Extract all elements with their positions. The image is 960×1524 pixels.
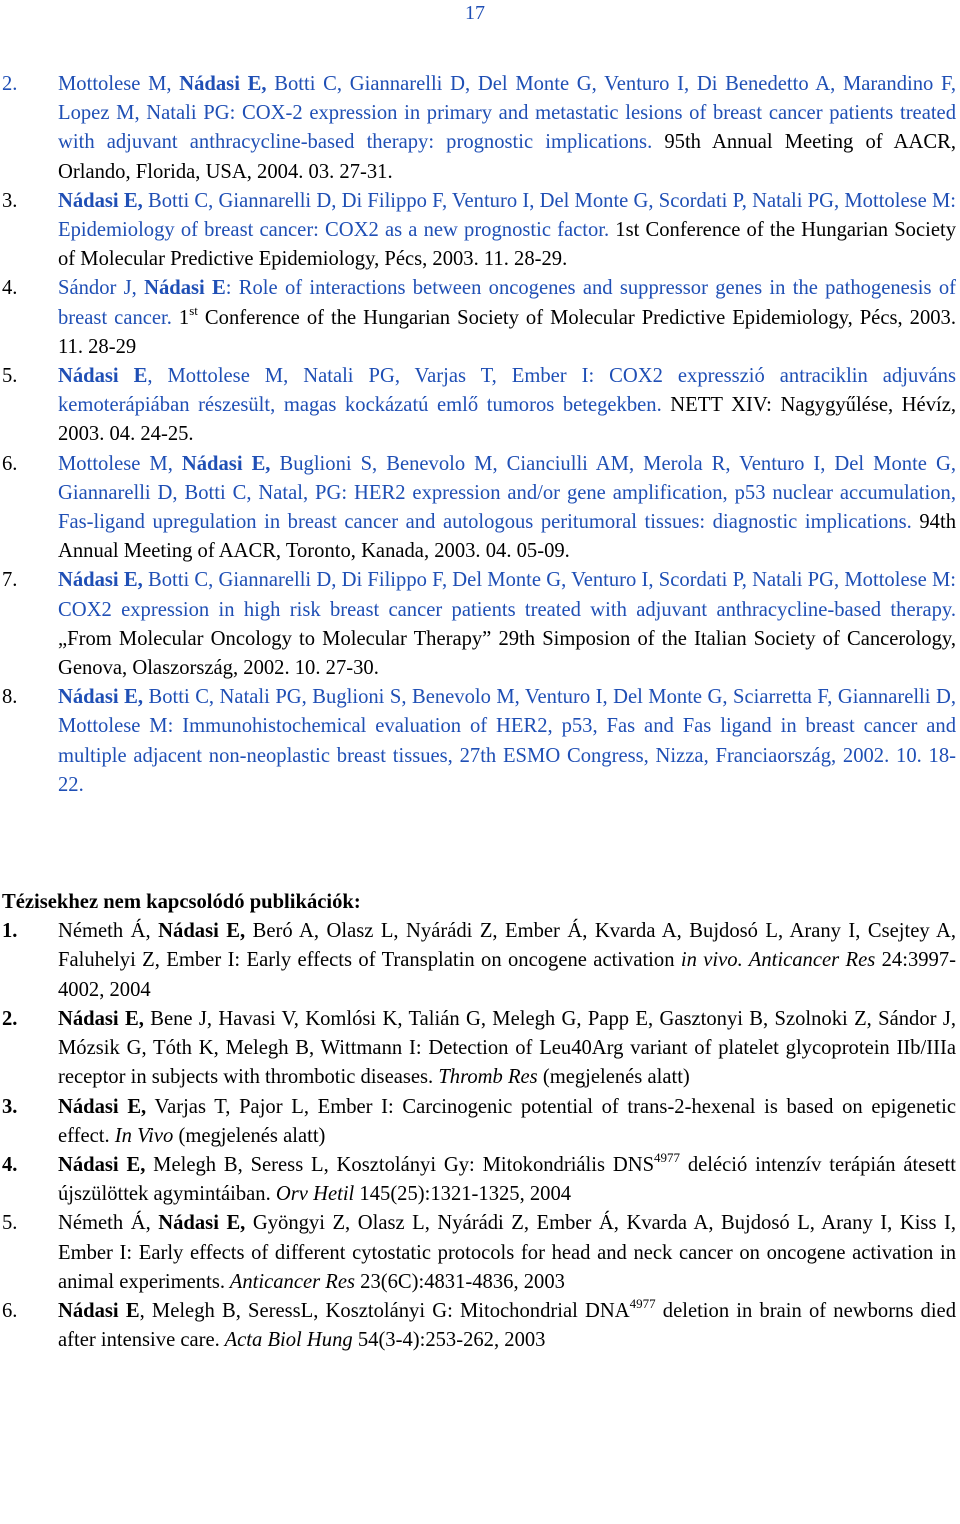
- item-number: 4.: [2, 277, 18, 300]
- author-highlight: Nádasi E: [58, 1299, 140, 1322]
- item-number: 3.: [2, 1095, 18, 1118]
- list-item: [2, 683, 956, 800]
- list-item: [2, 274, 956, 362]
- list-item: [2, 1005, 956, 1093]
- item-number: 4.: [2, 1153, 18, 1176]
- author-highlight: Nádasi E: [144, 277, 226, 300]
- item-text: Nádasi E, Botti C, Giannarelli D, Di Filippo F, Venturo I, Del Monte G, Scordati P, Natali PG, Mottolese M: Epidemiology of breast cancer: COX2 as a new prognostic factor. 1st Conference of the Hungarian Society of Molecular Predictive Epidemiology, Pécs, 2003. 11. 28-29.: [58, 189, 956, 271]
- item-number: 1.: [2, 920, 18, 943]
- list-item: [2, 362, 956, 450]
- item-text: Sándor J, Nádasi E: Role of interactions between oncogenes and suppressor genes in the pathogenesis of breast cancer. 1st Conference of the Hungarian Society of Molecular Predictive Epidemiology, Pécs, 2003. 11. 28-29: [58, 277, 956, 358]
- list-item: [2, 450, 956, 567]
- item-number: 2.: [2, 1007, 18, 1030]
- journal-name: Anticancer Res: [224, 1270, 355, 1293]
- list-item: [2, 1297, 956, 1355]
- list-item: [2, 1151, 956, 1209]
- author-highlight: Nádasi E,: [58, 189, 143, 212]
- item-number: 2.: [2, 73, 18, 95]
- document-body: [2, 70, 956, 1355]
- item-number: 6.: [2, 452, 18, 475]
- author-highlight: Nádasi E,: [58, 1007, 144, 1030]
- item-number: 8.: [2, 686, 18, 709]
- author-highlight: Nádasi E,: [181, 452, 271, 475]
- author-highlight: Nádasi E,: [58, 569, 143, 592]
- item-text: Nádasi E, Melegh B, Seress L, Kosztolányi Gy: Mitokondriális $DNS^{4977}$ deléció intenzív terápián átesett újszülöttek agymintáiban. Orv Hetil 145(25):1321-1325, 2004: [58, 1149, 956, 1206]
- item-text: Németh Á, Nádasi E, Gyöngyi Z, Olasz L, Nyárádi Z, Ember Á, Kvarda A, Bujdosó L, Arany I, Kiss I, Ember I: Early effects of different cytostatic protocols for head and neck cancer on oncogene activation in animal experiments. Anticancer Res 23(6C):4831-4836, 2003: [58, 1212, 956, 1293]
- item-text: Nádasi E, Mottolese M, Natali PG, Varjas T, Ember I: COX2 expresszió antraciklin adjuváns kemoterápiában részesült, magas kockázatú emlő tumoros betegekben. NETT XIV: Nagygyűlése, Hévíz, 2003. 04. 24-25.: [58, 365, 957, 446]
- author-highlight: Nádasi E,: [158, 1212, 246, 1235]
- item-text: Nádasi E, Varjas T, Pajor L, Ember I: Carcinogenic potential of trans-2-hexenal is based on epigenetic effect. In Vivo (megjelenés alatt): [58, 1095, 956, 1147]
- author-highlight: Nádasi E,: [58, 1095, 147, 1118]
- item-number: 7.: [2, 569, 18, 592]
- author-highlight: Nádasi E,: [58, 686, 144, 709]
- list-item: [2, 1093, 956, 1151]
- section-title: Tézisekhez nem kapcsolódó publikációk:: [2, 891, 361, 914]
- page-number: 17: [465, 2, 485, 24]
- item-text: Nádasi E, Bene J, Havasi V, Komlósi K, Talián G, Melegh G, Papp E, Gasztonyi B, Szolnoki Z, Sándor J, Mózsik G, Tóth K, Melegh B, Wittmann I: Detection of Leu40Arg variant of platelet glycoprotein IIb/IIIa receptor in subjects with thrombotic diseases. Thromb Res (megjelenés alatt): [58, 1007, 956, 1089]
- item-number: 3.: [2, 189, 18, 212]
- list-item: [2, 187, 956, 275]
- list-item: [2, 566, 956, 683]
- item-text: Nádasi E, Botti C, Natali PG, Buglioni S, Benevolo M, Venturo I, Del Monte G, Sciarretta F, Giannarelli D, Mottolese M: Immunohistochemical evaluation of HER2, p53, Fas and Fas ligand in breast cancer and multiple adjacent non-neoplastic breast tissues, 27th ESMO Congress, Nizza, Franciaország, 2002. 10. 18-22.: [58, 686, 956, 796]
- item-text: Mottolese M, Nádasi E, Botti C, Giannarelli D, Del Monte G, Venturo I, Di Benedetto A, Marandino F, Lopez M, Natali PG: COX-2 expression in primary and metastatic lesions of breast cancer patients treated with adjuvant anthracycline-based therapy: prognostic implications. 95th Annual Meeting of AACR, Orlando, Florida, USA, 2004. 03. 27-31.: [58, 73, 956, 183]
- list-item: [2, 1209, 956, 1297]
- item-number: 5.: [2, 1212, 18, 1235]
- item-number: 5.: [2, 365, 18, 388]
- item-number: 6.: [2, 1299, 18, 1322]
- list-item: [2, 70, 956, 187]
- author-highlight: Nádasi E,: [179, 73, 267, 95]
- list-item: [2, 917, 956, 1005]
- journal-name: Thromb Res: [433, 1066, 538, 1089]
- journal-name: Acta Biol Hung: [219, 1329, 353, 1352]
- item-text: Nádasi E, Botti C, Giannarelli D, Di Filippo F, Del Monte G, Venturo I, Scordati P, Natali PG, Mottolese M: COX2 expression in high risk breast cancer patients treated with adjuvant anthracycline-based therapy. „From Molecular Oncology to Molecular Therapy” 29th Simposion of the Italian Society of Cancerology, Genova, Olaszország, 2002. 10. 27-30.: [58, 569, 956, 680]
- author-highlight: Nádasi E: [58, 365, 148, 388]
- author-highlight: Nádasi E,: [58, 1153, 146, 1176]
- item-text: Nádasi E, Melegh B, SeressL, Kosztolányi G: Mitochondrial $DNA^{4977}$ deletion in brain of newborns died after intensive care. Acta Biol Hung 54(3-4):253-262, 2003: [58, 1295, 956, 1352]
- section-spacer: [2, 800, 956, 888]
- item-text: Mottolese M, Nádasi E, Buglioni S, Benevolo M, Cianciulli AM, Merola R, Venturo I, Del Monte G, Giannarelli D, Botti C, Natal, PG: HER2 expression and/or gene amplification, p53 nuclear accumulation, Fas-ligand upregulation in breast cancer and autologous peritumoral tissues: diagnostic implications. 94th Annual Meeting of AACR, Toronto, Kanada, 2003. 04. 05-09.: [58, 452, 957, 563]
- journal-name: Orv Hetil: [270, 1183, 355, 1206]
- author-highlight: Nádasi E,: [158, 920, 246, 943]
- journal-name: In Vivo: [109, 1124, 174, 1147]
- item-text: Németh Á, Nádasi E, Beró A, Olasz L, Nyárádi Z, Ember Á, Kvarda A, Bujdosó L, Arany I, Csejtey A, Faluhelyi Z, Ember I: Early effects of Transplatin on oncogene activation in vivo. Anticancer Res 24:3997-4002, 2004: [58, 920, 956, 1001]
- journal-name: Anticancer Res: [742, 949, 876, 972]
